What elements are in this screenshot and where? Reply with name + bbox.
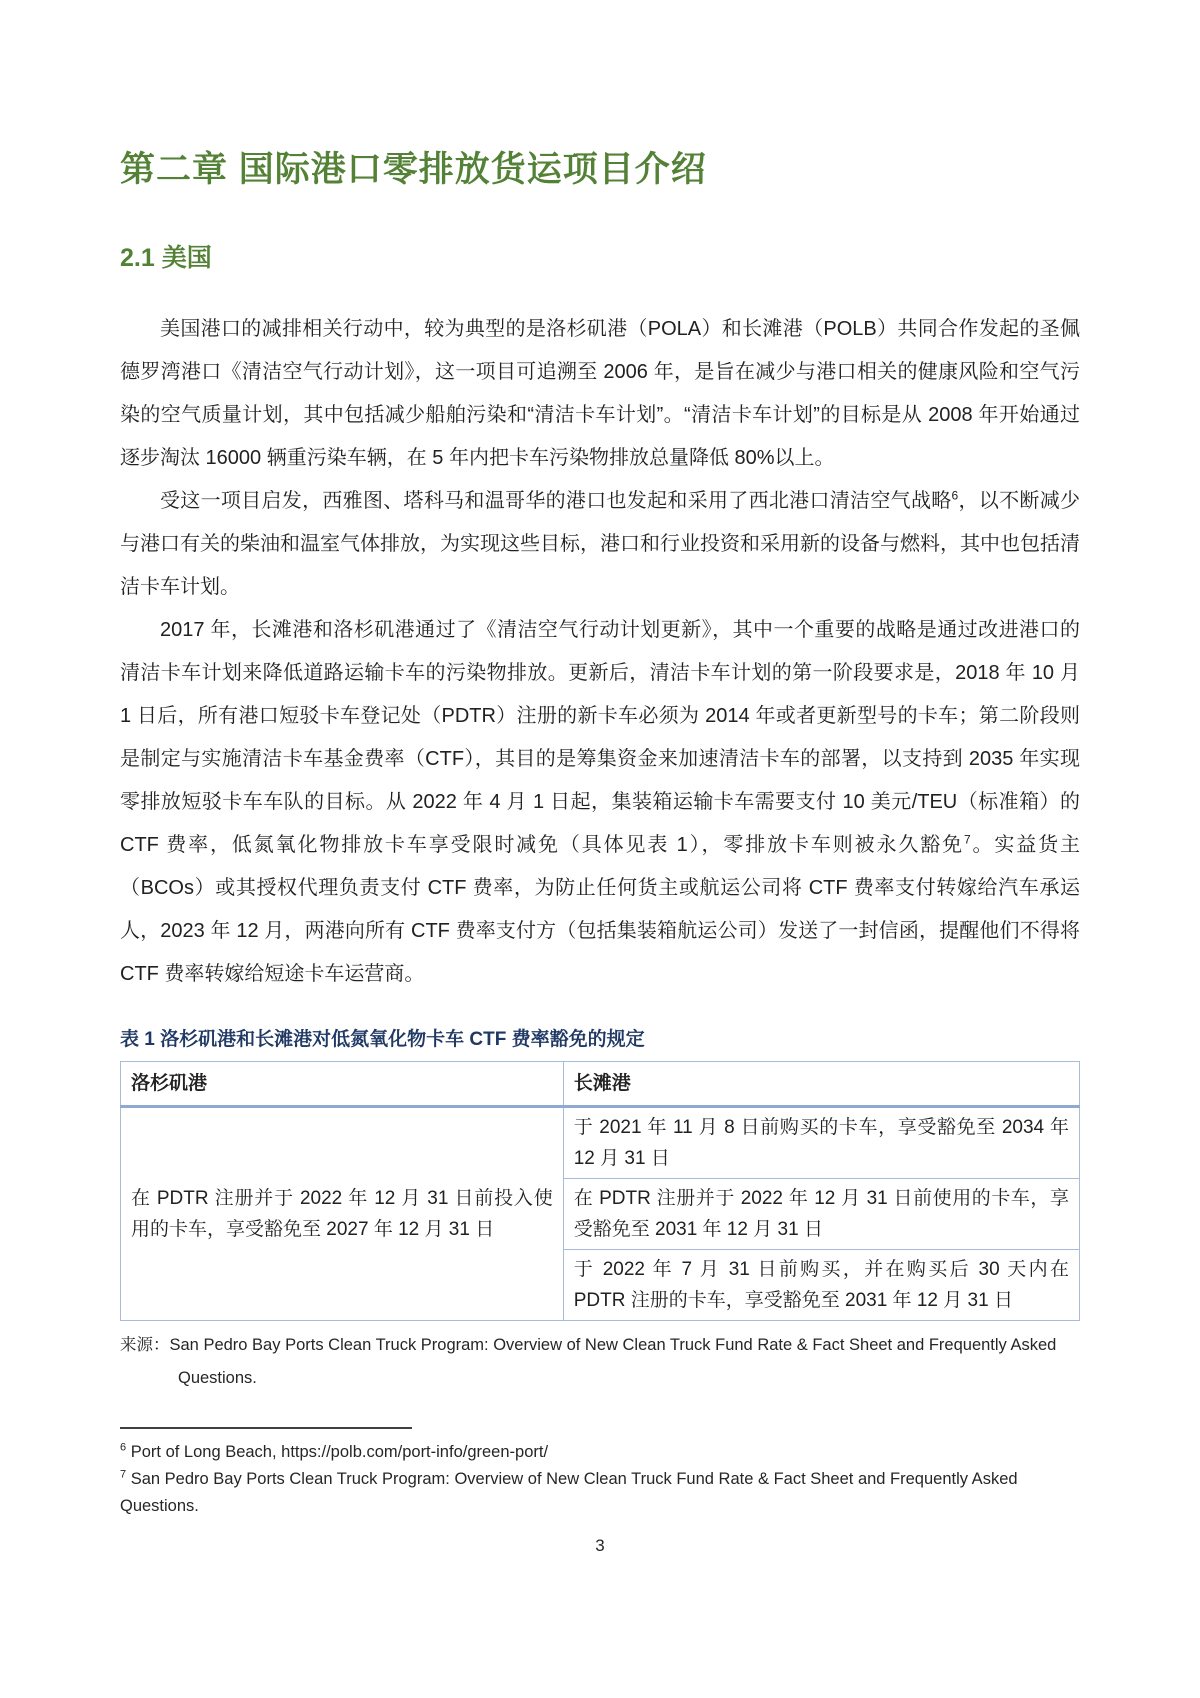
paragraph-2-text-cont: ，以不断减少与港口有关的柴油和温室气体排放，为实现这些目标，港口和行业投资和采用新的设备与燃料，其中也包括清洁卡车计划。 <box>120 490 1081 598</box>
footnote-6 <box>120 1439 1080 1466</box>
table-header-polb: 长滩港 <box>563 1062 1079 1107</box>
table-header-row <box>121 1062 1080 1107</box>
paragraph-3-text-cont: 。实益货主（BCOs）或其授权代理负责支付 CTF 费率，为防止任何货主或航运公司将 CTF 费率支付转嫁给汽车承运人，2023 年 12 月，两港向所有 CTF 费率支付方（包括集装箱航运公司）发送了一封信函，提醒他们不得将 CTF 费率转嫁给短途卡车运营商。 <box>120 834 1080 985</box>
section-heading: 2.1 美国 <box>120 244 212 272</box>
paragraph-3 <box>120 609 1080 996</box>
paragraph-3-text: 2017 年，长滩港和洛杉矶港通过了《清洁空气行动计划更新》，其中一个重要的战略是通过改进港口的清洁卡车计划来降低道路运输卡车的污染物排放。更新后，清洁卡车计划的第一阶段要求是，2018 年 10 月 1 日后，所有港口短驳卡车登记处（PDTR）注册的新卡车必须为 2014 年或者更新型号的卡车；第二阶段则是制定与实施清洁卡车基金费率（CTF），其目的是筹集资金来加速清洁卡车的部署，以支持到 2035 年实现零排放短驳卡车车队的目标。从 2022 年 4 月 1 日起，集装箱运输卡车需要支付 10 美元/TEU（标准箱）的 CTF 费率，低氮氧化物排放卡车享受限时减免（具体见表 1），零排放卡车则被永久豁免 <box>120 619 1080 856</box>
footnote-7-text: San Pedro Bay Ports Clean Truck Program: Overview of New Clean Truck Fund Rate & Fact Sheet and Frequently Asked Questions. <box>120 1470 1018 1515</box>
footnote-6-marker: 6 <box>120 1441 127 1454</box>
paragraph-1: 美国港口的减排相关行动中，较为典型的是洛杉矶港（POLA）和长滩港（POLB）共同合作发起的圣佩德罗湾港口《清洁空气行动计划》，这一项目可追溯至 2006 年，是旨在减少与港口相关的健康风险和空气污染的空气质量计划，其中包括减少船舶污染和“清洁卡车计划”。“清洁卡车计划”的目标是从 2008 年开始通过逐步淘汰 16000 辆重污染车辆，在 5 年内把卡车污染物排放总量降低 80%以上。 <box>120 318 1080 469</box>
source-label: 来源： <box>120 1336 170 1354</box>
table-cell-polb-2: 在 PDTR 注册并于 2022 年 12 月 31 日前使用的卡车，享受豁免至 2031 年 12 月 31 日 <box>563 1179 1079 1250</box>
table-caption: 表 1 洛杉矶港和长滩港对低氮氧化物卡车 CTF 费率豁免的规定 <box>120 1029 645 1050</box>
source-text: San Pedro Bay Ports Clean Truck Program: Overview of New Clean Truck Fund Rate & Fact Sheet and Frequently Asked Questions. <box>169 1336 1057 1387</box>
footnote-ref-7: 7 <box>963 832 971 847</box>
footnote-6-text: Port of Long Beach, https://polb.com/port-info/green-port/ <box>130 1443 549 1461</box>
footnote-separator <box>120 1427 412 1429</box>
footnote-7-marker: 7 <box>120 1468 127 1481</box>
chapter-title: 第二章 国际港口零排放货运项目介绍 <box>120 150 707 189</box>
ctf-exemption-table <box>120 1061 1080 1321</box>
table-row <box>121 1107 1080 1179</box>
table-cell-polb-3: 于 2022 年 7 月 31 日前购买，并在购买后 30 天内在 PDTR 注册的卡车，享受豁免至 2031 年 12 月 31 日 <box>563 1250 1079 1321</box>
table-cell-pola-merged: 在 PDTR 注册并于 2022 年 12 月 31 日前投入使用的卡车，享受豁免至 2027 年 12 月 31 日 <box>121 1107 564 1321</box>
footnote-ref-6: 6 <box>951 488 959 503</box>
paragraph-2-text: 受这一项目启发，西雅图、塔科马和温哥华的港口也发起和采用了西北港口清洁空气战略 <box>160 490 952 512</box>
footnote-7 <box>120 1466 1080 1520</box>
table-header-pola: 洛杉矶港 <box>121 1062 564 1107</box>
page-number: 3 <box>595 1536 605 1555</box>
table-source-note <box>120 1329 1080 1395</box>
paragraph-2 <box>120 480 1080 609</box>
table-cell-polb-1: 于 2021 年 11 月 8 日前购买的卡车，享受豁免至 2034 年 12 月 31 日 <box>563 1107 1079 1179</box>
